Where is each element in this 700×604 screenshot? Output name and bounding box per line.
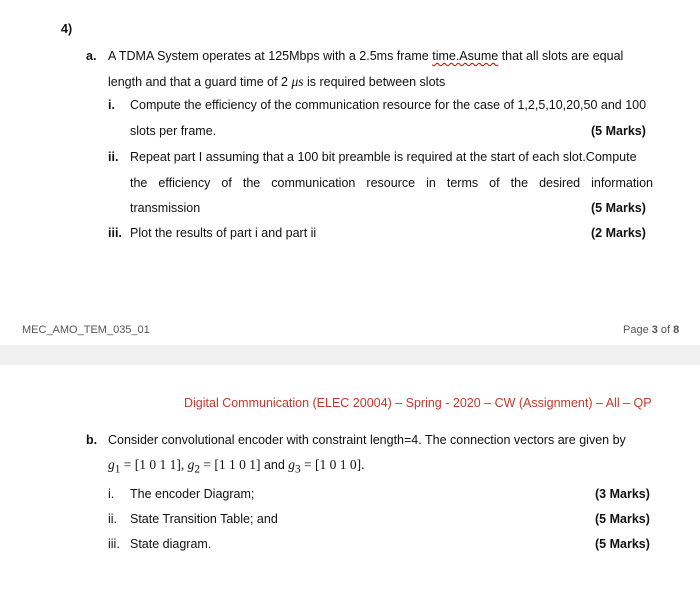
g2-subscript: 2 — [194, 463, 200, 476]
part-a-line-1-text: A TDMA System operates at 125Mbps with a 2.5ms frame — [108, 49, 433, 63]
part-a-line-1-tail: that all slots are equal — [498, 49, 624, 63]
and-text: and — [260, 458, 289, 472]
part-a-ii-line-1: Repeat part I assuming that a 100 bit preamble is required at the start of each slot.Compute — [130, 150, 637, 164]
g1-value: = [1 0 1 1], — [120, 457, 185, 472]
part-a-ii-marks: (5 Marks) — [591, 201, 646, 215]
part-a-i-line-1: Compute the efficiency of the communication resource for the case of 1,2,5,10,20,50 and 100 — [130, 98, 647, 112]
part-b-label: b. — [86, 433, 98, 447]
part-b-i-marks: (3 Marks) — [595, 487, 650, 501]
page-number — [623, 324, 679, 336]
part-a-ii-line-2: the efficiency of the communication resource in terms of the desired information — [130, 176, 653, 190]
page-separator — [0, 345, 700, 365]
g2-symbol: g — [187, 457, 195, 472]
part-b-ii-label: ii. — [108, 512, 118, 526]
part-b-line-1: Consider convolutional encoder with constraint length=4. The connection vectors are given by — [108, 433, 626, 447]
part-a-i-marks: (5 Marks) — [591, 124, 646, 138]
g3-value: = [1 0 1 0]. — [300, 457, 365, 472]
part-a-i-label: i. — [108, 98, 115, 112]
part-a-ii-label: ii. — [108, 150, 119, 164]
part-a-i-line-2: slots per frame. — [130, 124, 217, 138]
page-total: 8 — [673, 324, 680, 336]
microsecond-unit: μs — [291, 74, 304, 89]
part-b-ii-text: State Transition Table; and — [130, 512, 278, 526]
part-b-i-label: i. — [108, 487, 115, 501]
g1-subscript: 1 — [114, 463, 121, 476]
part-b-iii-label: iii. — [108, 537, 120, 551]
g1-symbol: g — [108, 457, 115, 472]
g2-value: = [1 1 0 1] — [199, 457, 261, 472]
part-b-ii-marks: (5 Marks) — [595, 512, 650, 526]
part-b-iii-marks: (5 Marks) — [595, 537, 650, 551]
document-code: MEC_AMO_TEM_035_01 — [22, 324, 150, 336]
part-b-iii-text: State diagram. — [130, 537, 212, 551]
spelling-error-mark: time.Asume — [432, 49, 499, 63]
part-a-line-1 — [108, 49, 623, 63]
part-b-i-text: The encoder Diagram; — [130, 487, 255, 501]
g3-subscript: 3 — [295, 463, 301, 476]
g3-symbol: g — [288, 457, 296, 472]
connection-vectors — [108, 457, 365, 476]
part-a-ii-line-3: transmission — [130, 201, 201, 215]
page-current: 3 — [651, 324, 658, 336]
part-a-iii-label: iii. — [108, 226, 122, 240]
part-a-line-2-tail: is required between slots — [303, 75, 446, 89]
part-a-line-2-text: length and that a guard time of 2 — [108, 75, 292, 89]
page-of: of — [657, 324, 674, 336]
part-a-label: a. — [86, 49, 97, 63]
question-number: 4) — [61, 22, 73, 36]
part-a-iii-marks: (2 Marks) — [591, 226, 646, 240]
page-prefix: Page — [623, 324, 652, 336]
course-header: Digital Communication (ELEC 20004) – Spring - 2020 – CW (Assignment) – All – QP — [184, 396, 652, 410]
part-a-line-2 — [108, 74, 445, 90]
part-a-iii-line-1: Plot the results of part i and part ii — [130, 226, 317, 240]
